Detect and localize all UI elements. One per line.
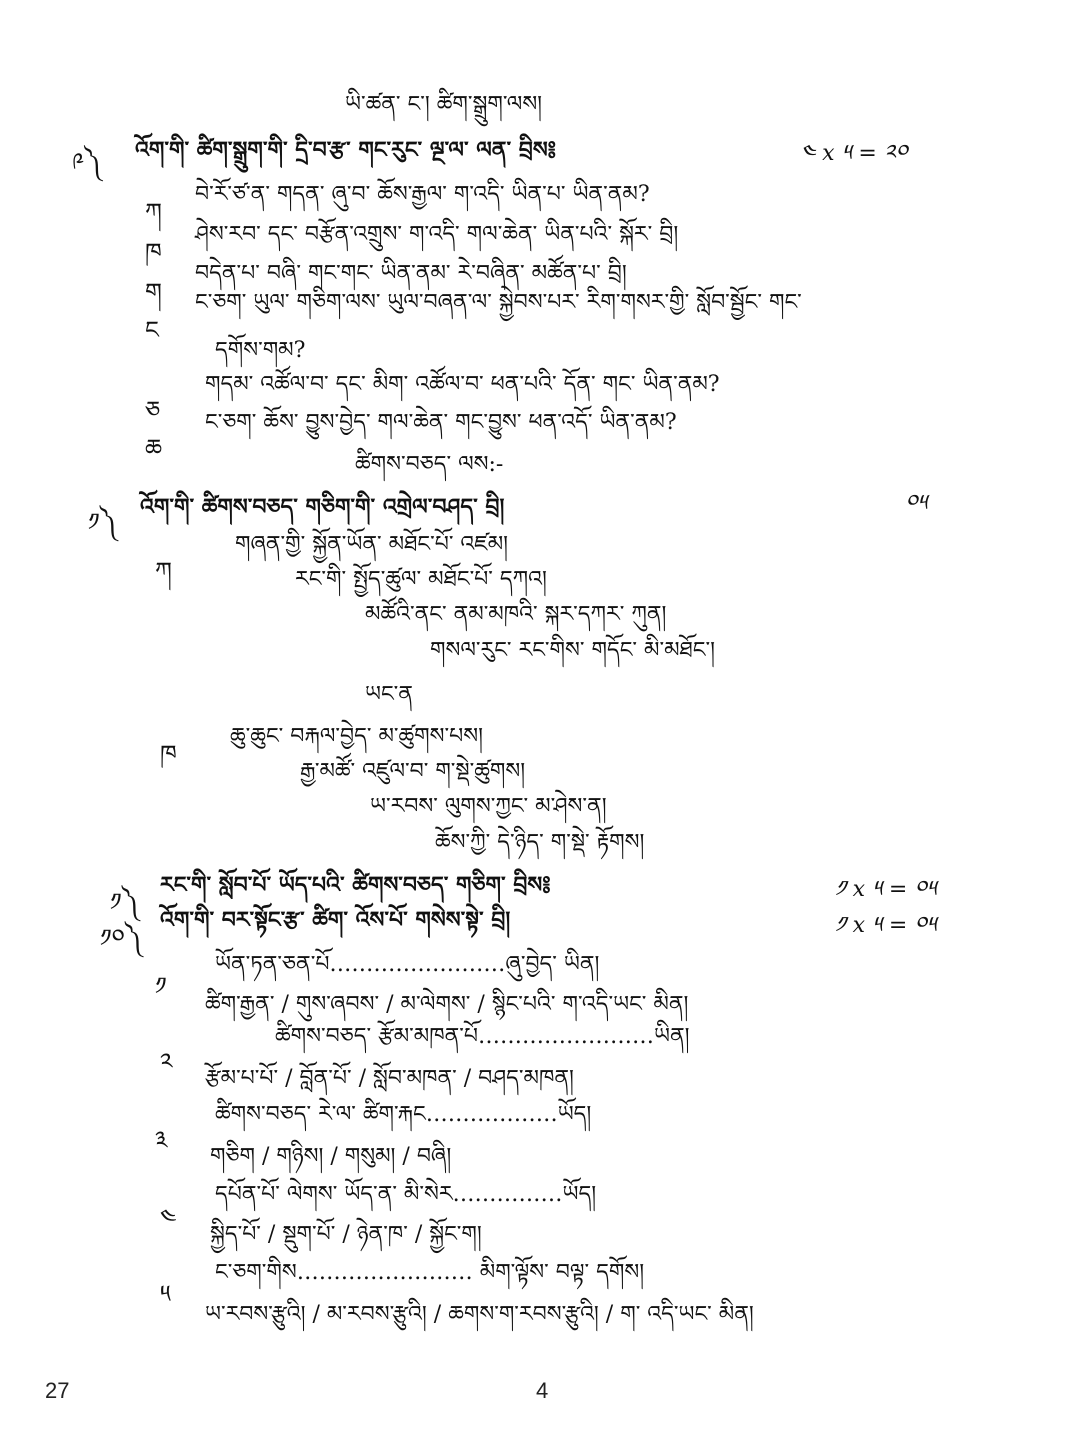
item-text: ཤེས་རབ་ དང་ བརྩོན་འགྲུས་ ག་འདི་ གལ་ཆེན་ ཡིན་པའི་ སྐོར་ བྲི། xyxy=(195,222,679,247)
answer-options: རྩོམ་པ་པོ་ / བློན་པོ་ / སློབ་མཁན་ / བཤད་མཁན། xyxy=(205,1066,574,1091)
or-label: ཡང་ན xyxy=(365,682,413,707)
item-label: ང xyxy=(145,316,159,344)
verse-line: རང་གི་ སྤྱོད་ཚུལ་ མཐོང་པོ་ དཀའ། xyxy=(295,567,547,592)
verse-label: ཀ xyxy=(155,557,172,585)
marks-label: ༡ x ༥ = ༠༥ xyxy=(835,913,937,938)
question-text: འོག་གི་ ཚིགས་བཅད་ གཅིག་གི་ འགྲེལ་བཤད་ བྲི། xyxy=(140,494,505,520)
verse-line: མཚོའི་ནང་ ནམ་མཁའི་ སྐར་དཀར་ ཀུན། xyxy=(365,602,667,627)
item-label: ཁ xyxy=(145,238,162,266)
marks-label: ༤ x ༥ = ༢༠ xyxy=(800,141,908,166)
question-number: ༡༽ xyxy=(88,508,117,536)
item-text: བེ་རོ་ཙ་ན་ གདན་ ཞུ་བ་ ཆོས་རྒྱལ་ ག་འདི་ ཡིན་པ་ ཡིན་ནམ? xyxy=(195,182,650,207)
blank-item-label: ༤ xyxy=(160,1204,177,1232)
answer-options: གཅིག / གཉིས། / གསུམ། / བཞི། xyxy=(210,1144,452,1169)
item-text-continued: དགོས་གམ? xyxy=(215,338,306,363)
blank-sentence: ཚིགས་བཅད་ རེ་ལ་ ཚིག་རྐང………………ཡོད། xyxy=(215,1102,592,1127)
section-heading: ཚིགས་བཅད་ ལས:- xyxy=(355,452,504,477)
blank-sentence: ཡོན་ཏན་ཅན་པོ……………………ཞུ་བྱེད་ ཡིན། xyxy=(215,952,600,977)
item-text: ང་ཅག་ ཡུལ་ གཅིག་ལས་ ཡུལ་བཞན་ལ་ སྐྱེབས་པར་ རིག་གསར་གྱི་ སློབ་སྦྱོང་ གང་ xyxy=(195,290,802,315)
item-label: ག xyxy=(145,278,162,306)
page-code: 27 xyxy=(45,1378,70,1403)
item-text: གདམ་ འཚོལ་བ་ དང་ མིག་ འཚོལ་བ་ ཕན་པའི་ དོན་ གང་ ཡིན་ནམ? xyxy=(205,372,720,397)
page-number: 4 xyxy=(536,1378,549,1403)
blank-item-label: ༡ xyxy=(155,972,167,1000)
blank-sentence: ང་ཅག་གིས…………………… མིག་ལྟོས་ བལྟ་ དགོས། xyxy=(215,1260,645,1285)
section-heading: ཡི་ཚན་ ང༌། ཚིག་སྒྲུག་ལས། xyxy=(345,92,543,117)
question-number: ༡༠༽ xyxy=(100,924,142,952)
blank-item-label: ༥ xyxy=(160,1280,171,1308)
marks-label: ༠༥ xyxy=(905,491,927,516)
item-text: ང་ཅག་ ཆོས་ བྱུས་བྱེད་ གལ་ཆེན་ གང་བྱུས་ ཕན་འདོ་ ཡིན་ནམ? xyxy=(205,410,677,435)
question-text: འོག་གི་ ཚིག་སྒྲུག་གི་ དྲི་བ་རྩ་ གང་རུང་ ལྔ་ལ་ ལན་ བྲིས༔ xyxy=(135,137,557,163)
question-text: འོག་གི་ བར་སྟོང་རྩ་ ཚིག་ འོས་པོ་ གསེས་སྟེ་ བྲི། xyxy=(160,907,511,933)
marks-label: ༡ x ༥ = ༠༥ xyxy=(835,877,937,902)
blank-item-label: ༢ xyxy=(160,1048,173,1076)
verse-line: ཆུ་ཆུང་ བརྐལ་བྱེད་ མ་ཚུགས་པས། xyxy=(230,724,483,749)
answer-options: སྐྱིད་པོ་ / སྡུག་པོ་ / ཉེན་ཁ་ / སྐྱོང་ག། xyxy=(210,1222,482,1247)
verse-line: ཆོས་ཀྱི་ དེ་ཉིད་ ག་སྡེ་ རྟོགས། xyxy=(435,830,645,855)
verse-line: གསལ་རུང་ རང་གིས་ གདོང་ མི་མཐོང་། xyxy=(430,638,716,663)
verse-line: གཞན་གྱི་ སྐྱོན་ཡོན་ མཐོང་པོ་ འཛམ། xyxy=(235,532,509,557)
item-label: ཆ xyxy=(145,434,163,462)
question-text: རང་གི་ སློབ་པོ་ ཡོད་པའི་ ཚིགས་བཅད་ གཅིག་ བྲིས༔ xyxy=(160,872,551,898)
question-number: ༡༽ xyxy=(110,888,139,916)
verse-line: ཡ་རབས་ ལུགས་ཀྱང་ མ་ཤེས་ན། xyxy=(370,794,607,819)
blank-sentence: དཔོན་པོ་ ལེགས་ ཡོད་ན་ མི་སེར……………ཡོད། xyxy=(215,1182,597,1207)
answer-options: ཚིག་རྒྱན་ / གུས་ཞབས་ / མ་ལེགས་ / སྙིང་པའི་ ག་འདི་ཡང་ མིན། xyxy=(205,992,689,1017)
blank-sentence: ཚིགས་བཅད་ རྩོམ་མཁན་པོ……………………ཡིན། xyxy=(275,1024,690,1049)
item-text: བདེན་པ་ བཞི་ གང་གང་ ཡིན་ནམ་ རེ་བཞིན་ མཚོན་པ་ བྲི། xyxy=(195,261,627,286)
verse-label: ཁ xyxy=(160,740,177,768)
item-label: ཀ xyxy=(145,198,162,226)
verse-line: རྒྱ་མཚོ་ འཛུལ་བ་ ག་སྡེ་ཚུགས། xyxy=(300,759,526,784)
item-label: ཅ xyxy=(145,396,161,424)
blank-item-label: ༣ xyxy=(155,1126,168,1154)
question-number: ༩༽ xyxy=(72,148,102,176)
answer-options: ཡ་རབས་རྩུའི། / མ་རབས་རྩུའི། / ཆགས་ག་རབས་རྩུའི། / ག་ འདི་ཡང་ མིན། xyxy=(205,1302,754,1327)
